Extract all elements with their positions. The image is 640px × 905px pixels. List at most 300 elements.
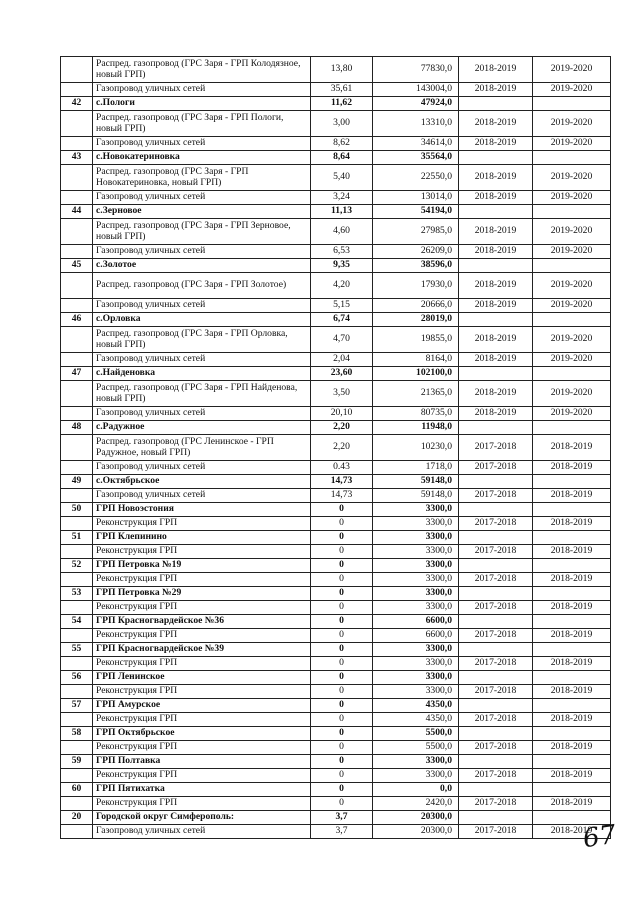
start-period: 2017-2018 — [459, 825, 533, 839]
row-number — [61, 219, 93, 245]
cost-value: 28019,0 — [373, 313, 459, 327]
start-period — [459, 421, 533, 435]
table-row — [61, 191, 611, 205]
start-period: 2017-2018 — [459, 629, 533, 643]
cost-value: 47924,0 — [373, 97, 459, 111]
cost-value: 3300,0 — [373, 503, 459, 517]
row-number — [61, 573, 93, 587]
length-km: 9,35 — [311, 259, 373, 273]
object-name: ГРП Красногвардейское №36 — [93, 615, 311, 629]
table-row — [61, 685, 611, 699]
object-name: ГРП Полтавка — [93, 755, 311, 769]
object-name: Распред. газопровод (ГРС Заря - ГРП Пологи, новый ГРП) — [93, 111, 311, 137]
end-period: 2019-2020 — [533, 407, 611, 421]
end-period: 2019-2020 — [533, 191, 611, 205]
length-km: 0 — [311, 517, 373, 531]
object-name: с.Радужное — [93, 421, 311, 435]
document-sheet — [60, 56, 610, 839]
end-period: 2018-2019 — [533, 657, 611, 671]
length-km: 4,70 — [311, 327, 373, 353]
start-period: 2017-2018 — [459, 517, 533, 531]
section-row — [61, 727, 611, 741]
cost-value: 27985,0 — [373, 219, 459, 245]
section-row — [61, 811, 611, 825]
table-row — [61, 327, 611, 353]
section-row — [61, 587, 611, 601]
row-number: 43 — [61, 151, 93, 165]
end-period — [533, 727, 611, 741]
cost-value: 20300,0 — [373, 825, 459, 839]
end-period — [533, 755, 611, 769]
end-period — [533, 503, 611, 517]
object-name: Газопровод уличных сетей — [93, 83, 311, 97]
cost-value: 77830,0 — [373, 57, 459, 83]
row-number — [61, 381, 93, 407]
start-period: 2017-2018 — [459, 461, 533, 475]
start-period — [459, 559, 533, 573]
end-period: 2018-2019 — [533, 825, 611, 839]
length-km: 0 — [311, 545, 373, 559]
object-name: Реконструкция ГРП — [93, 685, 311, 699]
row-number: 51 — [61, 531, 93, 545]
cost-value: 3300,0 — [373, 573, 459, 587]
row-number — [61, 245, 93, 259]
row-number — [61, 769, 93, 783]
section-row — [61, 699, 611, 713]
length-km: 0 — [311, 699, 373, 713]
cost-value: 102100,0 — [373, 367, 459, 381]
row-number: 47 — [61, 367, 93, 381]
start-period — [459, 205, 533, 219]
start-period — [459, 531, 533, 545]
table-row — [61, 741, 611, 755]
row-number — [61, 461, 93, 475]
length-km: 3,7 — [311, 825, 373, 839]
row-number: 52 — [61, 559, 93, 573]
object-name: Реконструкция ГРП — [93, 517, 311, 531]
object-name: ГРП Клепинино — [93, 531, 311, 545]
table-row — [61, 111, 611, 137]
end-period — [533, 313, 611, 327]
start-period: 2017-2018 — [459, 741, 533, 755]
row-number — [61, 435, 93, 461]
table-row — [61, 545, 611, 559]
row-number: 49 — [61, 475, 93, 489]
cost-value: 8164,0 — [373, 353, 459, 367]
row-number — [61, 353, 93, 367]
end-period — [533, 151, 611, 165]
end-period — [533, 205, 611, 219]
cost-value: 0,0 — [373, 783, 459, 797]
start-period — [459, 313, 533, 327]
section-row — [61, 503, 611, 517]
section-row — [61, 615, 611, 629]
start-period: 2017-2018 — [459, 769, 533, 783]
table-row — [61, 769, 611, 783]
start-period — [459, 811, 533, 825]
end-period — [533, 97, 611, 111]
length-km: 0 — [311, 531, 373, 545]
row-number — [61, 111, 93, 137]
start-period: 2017-2018 — [459, 713, 533, 727]
start-period — [459, 699, 533, 713]
cost-value: 35564,0 — [373, 151, 459, 165]
end-period: 2018-2019 — [533, 435, 611, 461]
start-period: 2017-2018 — [459, 797, 533, 811]
row-number — [61, 629, 93, 643]
object-name: ГРП Пятихатка — [93, 783, 311, 797]
start-period — [459, 367, 533, 381]
start-period: 2018-2019 — [459, 299, 533, 313]
end-period — [533, 587, 611, 601]
cost-value: 3300,0 — [373, 755, 459, 769]
start-period — [459, 643, 533, 657]
length-km: 0 — [311, 657, 373, 671]
cost-value: 54194,0 — [373, 205, 459, 219]
start-period: 2017-2018 — [459, 435, 533, 461]
length-km: 5,40 — [311, 165, 373, 191]
object-name: ГРП Октябрьское — [93, 727, 311, 741]
length-km: 3,50 — [311, 381, 373, 407]
end-period — [533, 643, 611, 657]
table-row — [61, 435, 611, 461]
start-period: 2018-2019 — [459, 137, 533, 151]
row-number: 45 — [61, 259, 93, 273]
row-number — [61, 741, 93, 755]
cost-value: 10230,0 — [373, 435, 459, 461]
row-number: 57 — [61, 699, 93, 713]
end-period: 2018-2019 — [533, 629, 611, 643]
row-number — [61, 685, 93, 699]
start-period: 2017-2018 — [459, 489, 533, 503]
object-name: с.Пологи — [93, 97, 311, 111]
end-period — [533, 615, 611, 629]
cost-value: 59148,0 — [373, 475, 459, 489]
start-period — [459, 783, 533, 797]
table-row — [61, 517, 611, 531]
length-km: 23,60 — [311, 367, 373, 381]
section-row — [61, 755, 611, 769]
cost-value: 80735,0 — [373, 407, 459, 421]
cost-value: 20666,0 — [373, 299, 459, 313]
section-row — [61, 313, 611, 327]
cost-value: 6600,0 — [373, 615, 459, 629]
object-name: Распред. газопровод (ГРС Заря - ГРП Найденова, новый ГРП) — [93, 381, 311, 407]
cost-value: 21365,0 — [373, 381, 459, 407]
length-km: 0 — [311, 741, 373, 755]
table-row — [61, 57, 611, 83]
start-period: 2018-2019 — [459, 245, 533, 259]
table-row — [61, 825, 611, 839]
section-row — [61, 671, 611, 685]
object-name: Распред. газопровод (ГРС Заря - ГРП Золотое) — [93, 273, 311, 299]
row-number — [61, 83, 93, 97]
length-km: 0 — [311, 503, 373, 517]
end-period: 2019-2020 — [533, 381, 611, 407]
length-km: 0 — [311, 755, 373, 769]
cost-value: 13014,0 — [373, 191, 459, 205]
length-km: 0 — [311, 601, 373, 615]
length-km: 11,62 — [311, 97, 373, 111]
cost-value: 6600,0 — [373, 629, 459, 643]
object-name: ГРП Петровка №19 — [93, 559, 311, 573]
length-km: 0 — [311, 615, 373, 629]
table-row — [61, 137, 611, 151]
length-km: 0.43 — [311, 461, 373, 475]
row-number: 50 — [61, 503, 93, 517]
length-km: 0 — [311, 685, 373, 699]
row-number: 60 — [61, 783, 93, 797]
table-row — [61, 299, 611, 313]
length-km: 13,80 — [311, 57, 373, 83]
start-period: 2018-2019 — [459, 219, 533, 245]
cost-value: 1718,0 — [373, 461, 459, 475]
end-period — [533, 531, 611, 545]
end-period: 2018-2019 — [533, 741, 611, 755]
length-km: 6,53 — [311, 245, 373, 259]
object-name: Реконструкция ГРП — [93, 601, 311, 615]
end-period: 2019-2020 — [533, 57, 611, 83]
row-number: 46 — [61, 313, 93, 327]
row-number — [61, 545, 93, 559]
start-period: 2018-2019 — [459, 83, 533, 97]
section-row — [61, 367, 611, 381]
end-period: 2019-2020 — [533, 245, 611, 259]
table-row — [61, 657, 611, 671]
start-period — [459, 259, 533, 273]
length-km: 3,24 — [311, 191, 373, 205]
start-period: 2017-2018 — [459, 685, 533, 699]
end-period — [533, 475, 611, 489]
object-name: с.Октябрьское — [93, 475, 311, 489]
row-number: 42 — [61, 97, 93, 111]
object-name: Реконструкция ГРП — [93, 713, 311, 727]
cost-value: 4350,0 — [373, 699, 459, 713]
object-name: ГРП Красногвардейское №39 — [93, 643, 311, 657]
row-number: 44 — [61, 205, 93, 219]
row-number — [61, 137, 93, 151]
object-name: Газопровод уличных сетей — [93, 461, 311, 475]
length-km: 2,04 — [311, 353, 373, 367]
end-period: 2019-2020 — [533, 219, 611, 245]
row-number — [61, 489, 93, 503]
page-number: 67 — [581, 819, 619, 855]
length-km: 4,20 — [311, 273, 373, 299]
row-number — [61, 713, 93, 727]
row-number: 20 — [61, 811, 93, 825]
row-number: 58 — [61, 727, 93, 741]
end-period: 2019-2020 — [533, 353, 611, 367]
object-name: с.Золотое — [93, 259, 311, 273]
cost-value: 3300,0 — [373, 559, 459, 573]
end-period: 2019-2020 — [533, 327, 611, 353]
cost-value: 3300,0 — [373, 517, 459, 531]
length-km: 35,61 — [311, 83, 373, 97]
cost-value: 3300,0 — [373, 671, 459, 685]
length-km: 3,7 — [311, 811, 373, 825]
start-period — [459, 151, 533, 165]
object-name: Реконструкция ГРП — [93, 797, 311, 811]
cost-value: 3300,0 — [373, 769, 459, 783]
length-km: 0 — [311, 587, 373, 601]
length-km: 8,64 — [311, 151, 373, 165]
row-number — [61, 825, 93, 839]
end-period: 2019-2020 — [533, 273, 611, 299]
cost-value: 3300,0 — [373, 601, 459, 615]
section-row — [61, 643, 611, 657]
start-period: 2018-2019 — [459, 191, 533, 205]
end-period — [533, 367, 611, 381]
length-km: 0 — [311, 559, 373, 573]
end-period: 2018-2019 — [533, 601, 611, 615]
length-km: 11,13 — [311, 205, 373, 219]
cost-value: 2420,0 — [373, 797, 459, 811]
start-period: 2018-2019 — [459, 165, 533, 191]
end-period: 2018-2019 — [533, 685, 611, 699]
start-period: 2018-2019 — [459, 407, 533, 421]
length-km: 0 — [311, 783, 373, 797]
end-period — [533, 783, 611, 797]
cost-value: 3300,0 — [373, 657, 459, 671]
table-row — [61, 353, 611, 367]
section-row — [61, 783, 611, 797]
row-number: 55 — [61, 643, 93, 657]
end-period — [533, 671, 611, 685]
start-period — [459, 97, 533, 111]
table-row — [61, 573, 611, 587]
table-row — [61, 219, 611, 245]
row-number — [61, 327, 93, 353]
start-period — [459, 503, 533, 517]
object-name: Газопровод уличных сетей — [93, 191, 311, 205]
table-row — [61, 407, 611, 421]
cost-value: 20300,0 — [373, 811, 459, 825]
section-row — [61, 559, 611, 573]
object-name: с.Найденовка — [93, 367, 311, 381]
cost-value: 11948,0 — [373, 421, 459, 435]
object-name: ГРП Петровка №29 — [93, 587, 311, 601]
object-name: Распред. газопровод (ГРС Заря - ГРП Новокатериновка, новый ГРП) — [93, 165, 311, 191]
end-period: 2018-2019 — [533, 797, 611, 811]
section-row — [61, 151, 611, 165]
cost-value: 143004,0 — [373, 83, 459, 97]
length-km: 0 — [311, 769, 373, 783]
object-name: Газопровод уличных сетей — [93, 489, 311, 503]
cost-value: 22550,0 — [373, 165, 459, 191]
object-name: Реконструкция ГРП — [93, 657, 311, 671]
object-name: Газопровод уличных сетей — [93, 353, 311, 367]
length-km: 14,73 — [311, 475, 373, 489]
object-name: ГРП Новоэстония — [93, 503, 311, 517]
start-period — [459, 755, 533, 769]
object-name: Распред. газопровод (ГРС Заря - ГРП Орловка, новый ГРП) — [93, 327, 311, 353]
start-period: 2018-2019 — [459, 111, 533, 137]
cost-value: 59148,0 — [373, 489, 459, 503]
object-name: Реконструкция ГРП — [93, 573, 311, 587]
table-row — [61, 273, 611, 299]
row-number — [61, 601, 93, 615]
start-period — [459, 615, 533, 629]
table-row — [61, 245, 611, 259]
end-period: 2019-2020 — [533, 137, 611, 151]
row-number: 48 — [61, 421, 93, 435]
start-period: 2017-2018 — [459, 601, 533, 615]
start-period — [459, 727, 533, 741]
length-km: 2,20 — [311, 421, 373, 435]
length-km: 20,10 — [311, 407, 373, 421]
start-period: 2017-2018 — [459, 573, 533, 587]
length-km: 8,62 — [311, 137, 373, 151]
cost-value: 13310,0 — [373, 111, 459, 137]
row-number — [61, 299, 93, 313]
cost-value: 19855,0 — [373, 327, 459, 353]
object-name: Газопровод уличных сетей — [93, 245, 311, 259]
cost-value: 3300,0 — [373, 587, 459, 601]
table-row — [61, 83, 611, 97]
object-name: с.Орловка — [93, 313, 311, 327]
table-row — [61, 601, 611, 615]
cost-value: 17930,0 — [373, 273, 459, 299]
end-period — [533, 699, 611, 713]
gas-pipeline-table — [60, 56, 611, 839]
row-number — [61, 165, 93, 191]
end-period: 2018-2019 — [533, 573, 611, 587]
cost-value: 3300,0 — [373, 531, 459, 545]
object-name: Городской округ Симферополь: — [93, 811, 311, 825]
section-row — [61, 421, 611, 435]
length-km: 5,15 — [311, 299, 373, 313]
end-period: 2018-2019 — [533, 461, 611, 475]
end-period — [533, 259, 611, 273]
end-period: 2019-2020 — [533, 83, 611, 97]
cost-value: 3300,0 — [373, 643, 459, 657]
object-name: ГРП Амурское — [93, 699, 311, 713]
length-km: 0 — [311, 573, 373, 587]
section-row — [61, 205, 611, 219]
object-name: Реконструкция ГРП — [93, 545, 311, 559]
object-name: Распред. газопровод (ГРС Ленинское - ГРП Радужное, новый ГРП) — [93, 435, 311, 461]
cost-value: 34614,0 — [373, 137, 459, 151]
start-period: 2018-2019 — [459, 381, 533, 407]
object-name: Реконструкция ГРП — [93, 769, 311, 783]
length-km: 0 — [311, 643, 373, 657]
table-row — [61, 165, 611, 191]
cost-value: 38596,0 — [373, 259, 459, 273]
cost-value: 4350,0 — [373, 713, 459, 727]
start-period: 2017-2018 — [459, 545, 533, 559]
row-number — [61, 273, 93, 299]
object-name: Реконструкция ГРП — [93, 741, 311, 755]
length-km: 2,20 — [311, 435, 373, 461]
object-name: Газопровод уличных сетей — [93, 137, 311, 151]
table-row — [61, 489, 611, 503]
row-number: 54 — [61, 615, 93, 629]
row-number — [61, 657, 93, 671]
object-name: с.Зерновое — [93, 205, 311, 219]
cost-value: 5500,0 — [373, 727, 459, 741]
object-name: ГРП Ленинское — [93, 671, 311, 685]
object-name: Распред. газопровод (ГРС Заря - ГРП Колодязное, новый ГРП) — [93, 57, 311, 83]
table-row — [61, 713, 611, 727]
object-name: Газопровод уличных сетей — [93, 299, 311, 313]
end-period: 2018-2019 — [533, 769, 611, 783]
table-body — [61, 57, 611, 839]
row-number — [61, 57, 93, 83]
start-period — [459, 671, 533, 685]
table-row — [61, 797, 611, 811]
row-number — [61, 517, 93, 531]
start-period: 2018-2019 — [459, 353, 533, 367]
